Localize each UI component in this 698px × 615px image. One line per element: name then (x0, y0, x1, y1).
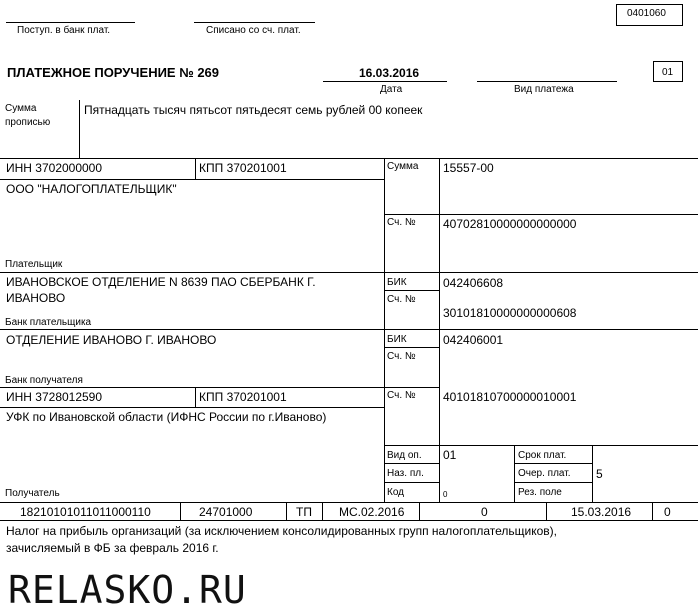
grid-line (652, 502, 653, 520)
grid-line (514, 482, 592, 483)
tax-doc-number: 0 (481, 505, 488, 519)
received-line (6, 22, 135, 23)
order-label: Очер. плат. (518, 468, 571, 479)
code-value: 0 (443, 490, 448, 499)
grid-line (419, 502, 420, 520)
amount-words-divider (79, 100, 80, 158)
grid-line (384, 445, 698, 446)
grid-line (384, 214, 698, 215)
grid-line (384, 463, 439, 464)
tax-doc-date: 15.03.2016 (571, 505, 632, 519)
recipient-bank-label: Банк получателя (5, 375, 83, 386)
recipient-account-label: Сч. № (387, 390, 416, 401)
payer-bank-account-value: 30101810000000000608 (443, 306, 577, 320)
date-label: Дата (380, 84, 403, 95)
grid-line (439, 158, 440, 502)
op-type-value: 01 (443, 448, 457, 462)
grid-line (0, 179, 384, 180)
recipient-bank-account-label: Сч. № (387, 351, 416, 362)
grid-line (592, 445, 593, 502)
recipient-inn: ИНН 3728012590 (6, 390, 103, 404)
payer-bank-account-label: Сч. № (387, 294, 416, 305)
sum-label: Сумма (387, 161, 419, 172)
payer-inn: ИНН 3702000000 (6, 161, 103, 175)
purpose-code-label: Наз. пл. (387, 468, 424, 479)
recipient-bank-bik-value: 042406001 (443, 333, 504, 347)
grid-line (384, 158, 385, 502)
tax-kbk: 18210101011011000110 (20, 505, 151, 519)
payer-kpp: КПП 370201001 (199, 161, 287, 175)
grid-line (195, 158, 196, 179)
grid-line (514, 445, 515, 502)
payer-bank-bik-value: 042406608 (443, 276, 504, 290)
payer-account-value: 40702810000000000000 (443, 217, 577, 231)
amount-words-value: Пятнадцать тысяч пятьсот пятьдесят семь рублей 00 копеек (84, 103, 423, 117)
payment-type-label: Вид платежа (514, 84, 574, 95)
document-title: ПЛАТЕЖНОЕ ПОРУЧЕНИЕ № 269 (7, 65, 220, 80)
grid-line (180, 502, 181, 520)
watermark: RELASKO.RU (8, 568, 247, 612)
payer-bank-name-1: ИВАНОВСКОЕ ОТДЕЛЕНИЕ N 8639 ПАО СБЕРБАНК Г. (6, 275, 316, 289)
payer-bank-bik-label: БИК (387, 277, 407, 288)
sum-value: 15557-00 (443, 161, 494, 175)
payer-account-label: Сч. № (387, 217, 416, 228)
grid-line (0, 520, 698, 521)
grid-line (384, 482, 439, 483)
op-type-label: Вид оп. (387, 450, 422, 461)
purpose-line-1: Налог на прибыль организаций (за исключением консолидированных групп налогоплательщиков), (6, 524, 557, 538)
grid-line (286, 502, 287, 520)
date-line (323, 81, 447, 82)
grid-line (514, 463, 592, 464)
tax-payment-type: 0 (664, 505, 671, 519)
term-label: Срок плат. (518, 450, 567, 461)
code-label: Код (387, 487, 405, 498)
status-code: 01 (662, 67, 674, 78)
form-code: 0401060 (627, 8, 666, 19)
payer-bank-name-2: ИВАНОВО (6, 291, 66, 305)
recipient-bank-name: ОТДЕЛЕНИЕ ИВАНОВО Г. ИВАНОВО (6, 333, 217, 347)
grid-line (0, 502, 698, 503)
document-date: 16.03.2016 (359, 66, 420, 80)
recipient-kpp: КПП 370201001 (199, 390, 287, 404)
recipient-name: УФК по Ивановской области (ИФНС России по г.Иваново) (6, 410, 327, 424)
grid-line (384, 290, 439, 291)
tax-period: МС.02.2016 (339, 505, 405, 519)
payer-bank-label: Банк плательщика (5, 317, 92, 328)
payment-type-line (477, 81, 617, 82)
payer-name: ООО "НАЛОГОПЛАТЕЛЬЩИК" (6, 182, 177, 196)
payer-label: Плательщик (5, 259, 63, 270)
grid-line (0, 272, 698, 273)
tax-basis: ТП (296, 505, 312, 519)
recipient-bank-bik-label: БИК (387, 334, 407, 345)
grid-line (546, 502, 547, 520)
amount-words-label-1: Сумма (5, 103, 37, 114)
grid-line (0, 387, 439, 388)
grid-line (195, 387, 196, 407)
grid-line (0, 407, 384, 408)
debited-label: Списано со сч. плат. (206, 25, 301, 36)
grid-line (384, 347, 439, 348)
tax-oktmo: 24701000 (199, 505, 253, 519)
reserve-label: Рез. поле (518, 487, 562, 498)
grid-line (0, 329, 698, 330)
order-value: 5 (596, 467, 603, 481)
recipient-label: Получатель (5, 488, 60, 499)
grid-line (322, 502, 323, 520)
purpose-line-2: зачисляемый в ФБ за февраль 2016 г. (6, 541, 219, 555)
grid-line (0, 158, 698, 159)
amount-words-label-2: прописью (5, 117, 51, 128)
debited-line (194, 22, 315, 23)
recipient-account-value: 40101810700000010001 (443, 390, 577, 404)
received-label: Поступ. в банк плат. (17, 25, 111, 36)
